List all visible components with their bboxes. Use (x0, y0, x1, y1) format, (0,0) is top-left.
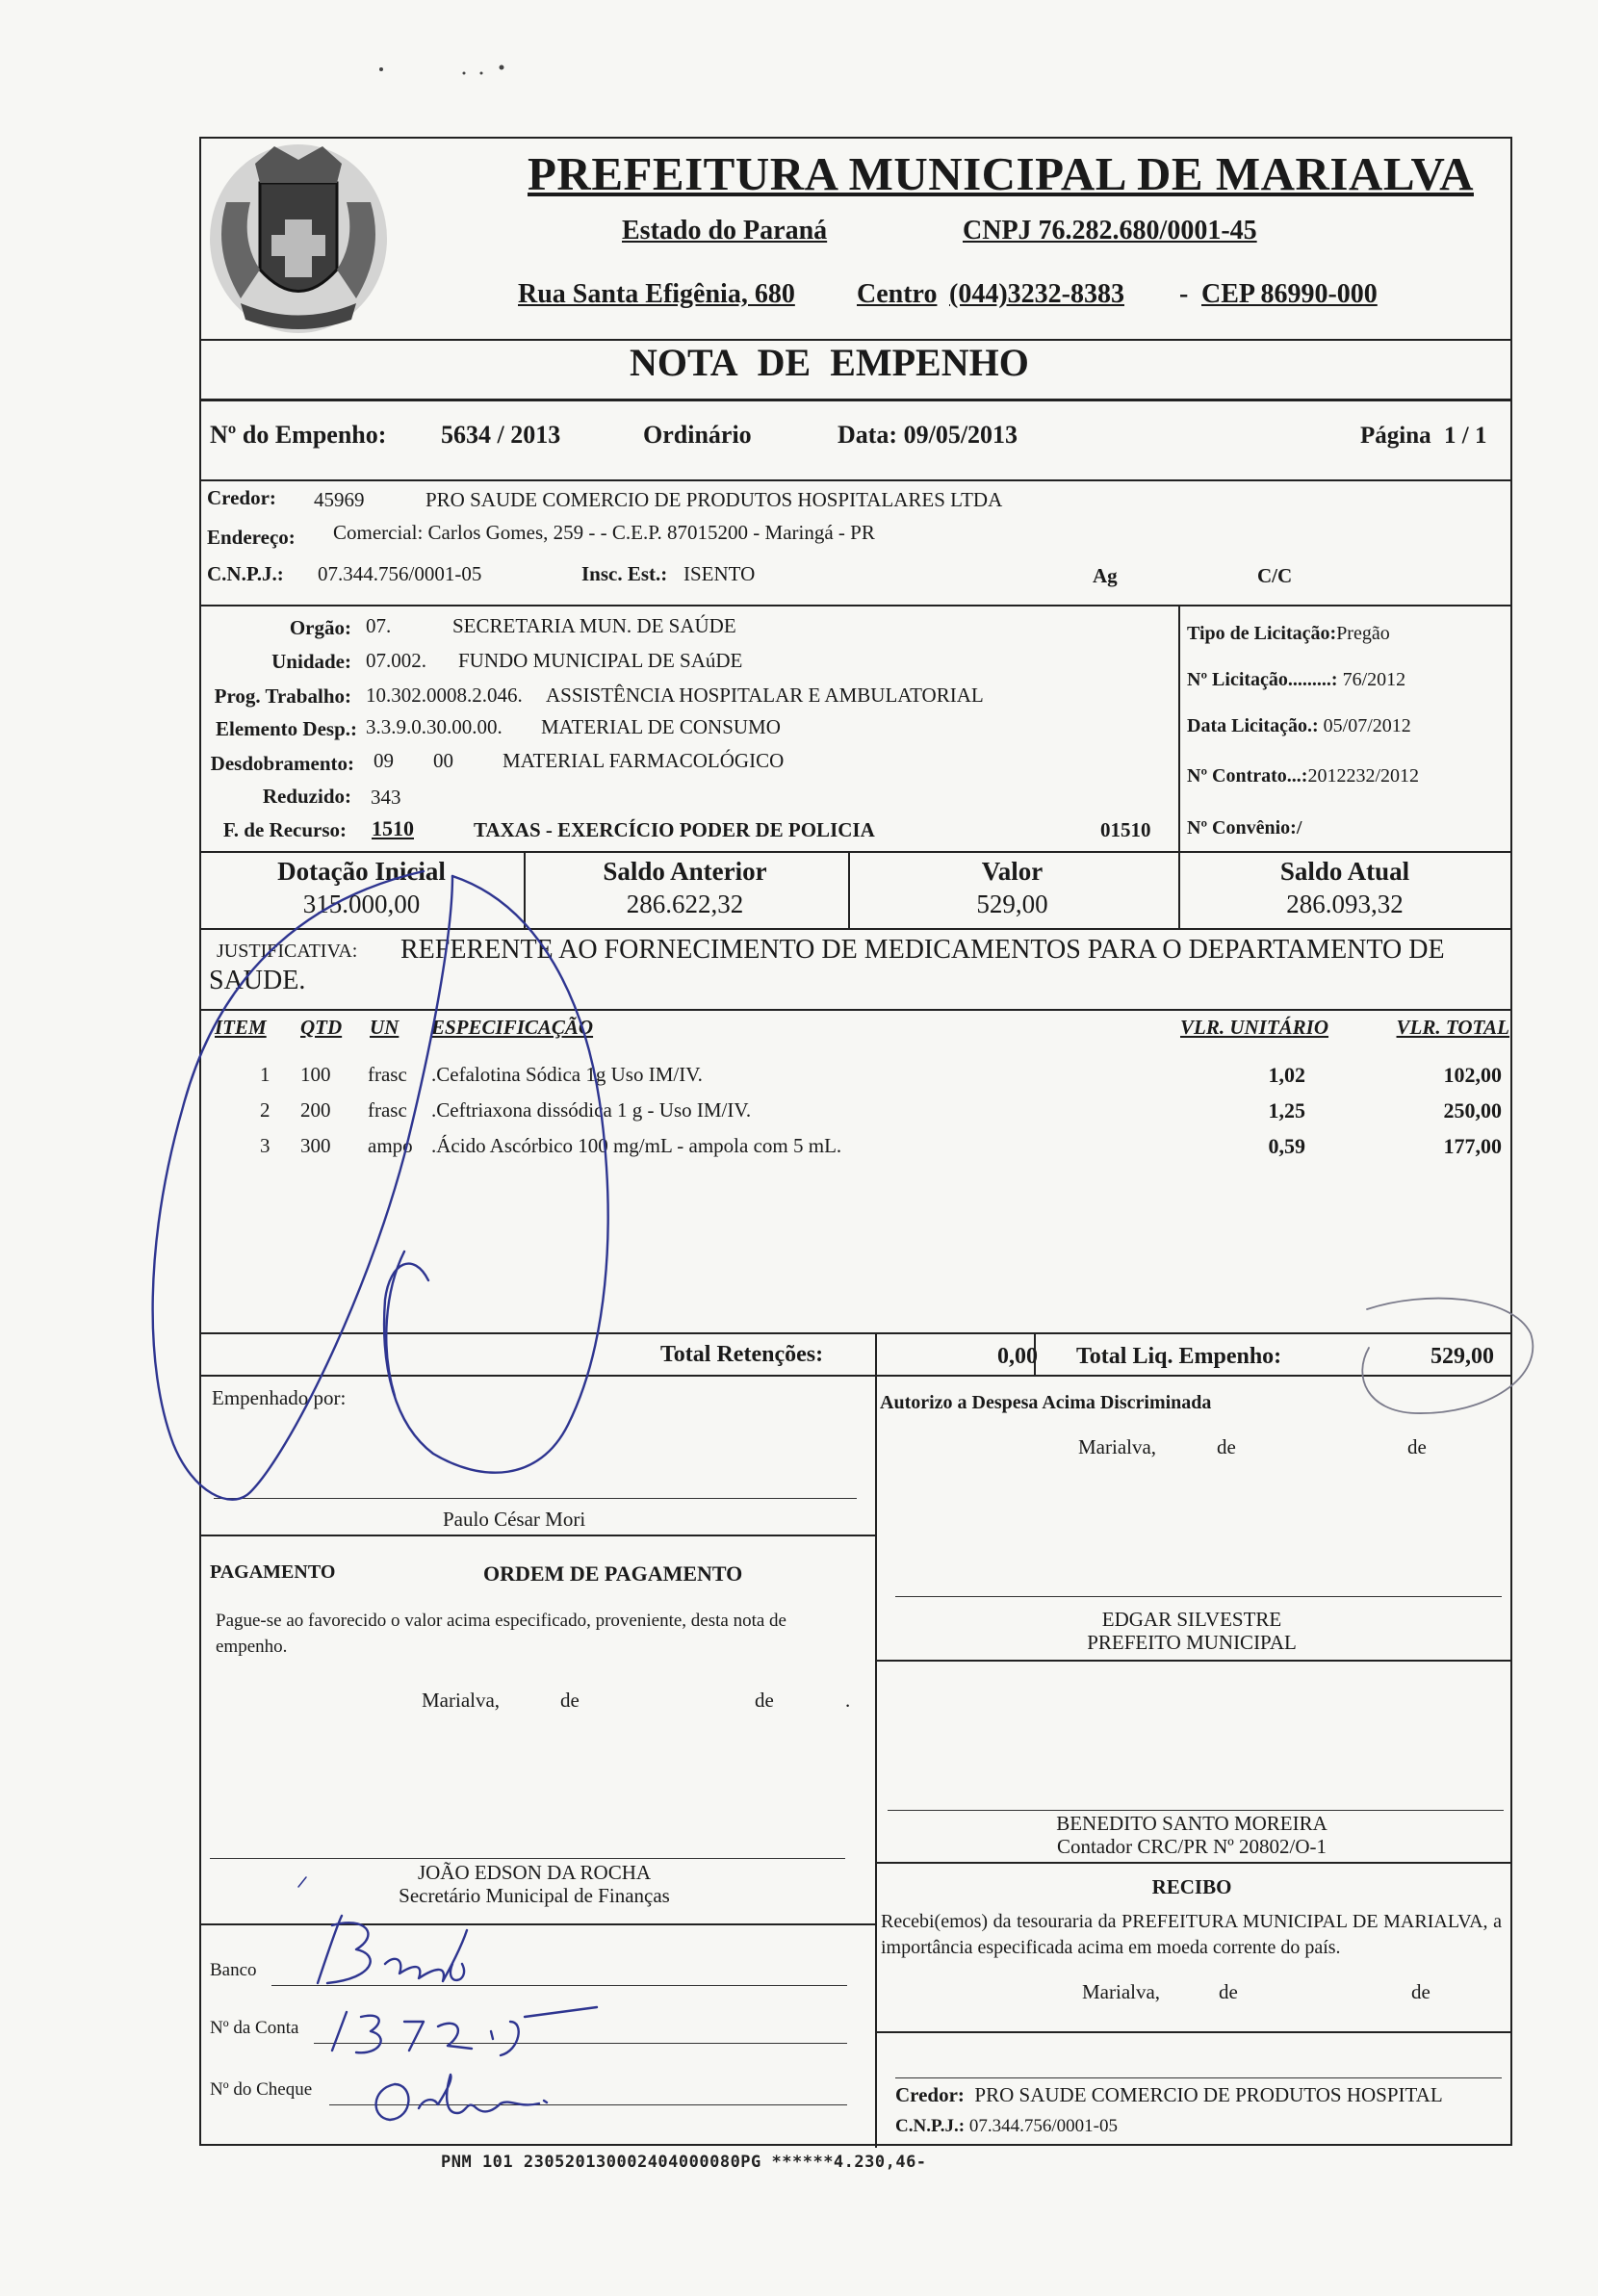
item-unit-value: 1,02 (1268, 1063, 1305, 1087)
item-total-value: 177,00 (1443, 1134, 1502, 1158)
valor-value: 529,00 (976, 890, 1048, 918)
item-spec: .Ceftriaxona dissódica 1 g - Uso IM/IV. (431, 1098, 752, 1122)
total-circle (1362, 1299, 1533, 1413)
prog-label: Prog. Trabalho: (214, 684, 351, 708)
empenho-number: 5634 / 2013 (441, 421, 561, 449)
unidade-code: 07.002. (366, 649, 426, 672)
pen-mark (298, 1877, 306, 1887)
recibo-de: de (1219, 1980, 1238, 2003)
empenho-number-label: Nº do Empenho: (210, 421, 387, 449)
banco-handwriting (318, 1916, 467, 1983)
prog-code: 10.302.0008.2.046. (366, 684, 523, 707)
retencoes-label: Total Retenções: (660, 1342, 824, 1367)
col-vlr-unitario: VLR. UNITÁRIO (1180, 1016, 1329, 1039)
justificativa-text-cont: SAUDE. (209, 966, 306, 995)
item-unit: ampo (368, 1134, 413, 1157)
pagamento-de: de (560, 1689, 580, 1712)
recibo-cnpj-value: 07.344.756/0001-05 (968, 2116, 1118, 2136)
saldo-atual-label: Saldo Atual (1279, 857, 1410, 886)
numero-licitacao-label: Nº Licitação.........: (1187, 669, 1338, 690)
credor-cnpj: 07.344.756/0001-05 (318, 562, 482, 585)
contador-name: BENEDITO SANTO MOREIRA (1056, 1812, 1327, 1835)
prefeito-name: EDGAR SILVESTRE (1101, 1608, 1282, 1631)
recibo-city: Marialva, (1082, 1980, 1161, 2003)
autorizo-de: de (1217, 1435, 1236, 1458)
numero-convenio: Nº Convênio:/ (1187, 817, 1302, 838)
secretario-name: JOÃO EDSON DA ROCHA (417, 1861, 652, 1884)
credor-code: 45969 (314, 488, 365, 511)
cheque-label: Nº do Cheque (210, 2079, 313, 2100)
unidade-label: Unidade: (271, 650, 351, 673)
justificativa-label: JUSTIFICATIVA: (217, 941, 358, 962)
item-qtd: 300 (300, 1134, 331, 1157)
liquido-label: Total Liq. Empenho: (1076, 1344, 1282, 1369)
item-qtd: 200 (300, 1098, 331, 1122)
item-spec: .Ácido Ascórbico 100 mg/mL - ampola com 5 mL. (431, 1134, 842, 1157)
item-total-value: 102,00 (1443, 1063, 1502, 1087)
item-number: 1 (260, 1063, 271, 1086)
signature-loop (384, 876, 608, 1473)
pagamento-label: PAGAMENTO (210, 1561, 336, 1583)
recurso-number: 01510 (1100, 818, 1151, 841)
credor-label: Credor: (207, 486, 276, 509)
phone-label: (044)3232-8383 (949, 279, 1124, 309)
pagamento-dot: . (845, 1689, 851, 1712)
title-word: EMPENHO (830, 341, 1029, 384)
data-licitacao-label: Data Licitação.: (1187, 715, 1319, 736)
pagamento-text: Pague-se ao favorecido o valor acima especificado, proveniente, desta nota de empenho. (216, 1611, 786, 1657)
recurso-name: TAXAS - EXERCÍCIO PODER DE POLICIA (474, 818, 875, 841)
item-number: 2 (260, 1098, 271, 1122)
autorizo-city: Marialva, (1078, 1435, 1157, 1458)
item-qtd: 100 (300, 1063, 331, 1086)
valor-label: Valor (981, 857, 1044, 886)
saldo-anterior-label: Saldo Anterior (603, 857, 767, 886)
district-label: Centro (857, 279, 938, 309)
insc-label: Insc. Est.: (581, 562, 668, 585)
state-label: Estado do Paraná (622, 216, 828, 245)
recibo-credor-name: PRO SAUDE COMERCIO DE PRODUTOS HOSPITAL (974, 2083, 1443, 2106)
autorizo-de: de (1407, 1435, 1427, 1458)
cnpj-label: C.N.P.J.: (207, 562, 284, 585)
saldo-anterior-value: 286.622,32 (626, 890, 744, 918)
pagamento-city: Marialva, (422, 1689, 501, 1712)
agency-label: Ag (1093, 564, 1118, 587)
address-label: Endereço: (207, 526, 296, 549)
item-total-value: 250,00 (1443, 1098, 1502, 1122)
col-qtd: QTD (300, 1016, 343, 1039)
pagamento-de: de (755, 1689, 774, 1712)
separator: - (1179, 279, 1189, 309)
empenhado-label: Empenhado por: (212, 1386, 347, 1409)
col-especificacao: ESPECIFICAÇÃO (431, 1016, 594, 1039)
numero-contrato-label: Nº Contrato...: (1187, 765, 1308, 787)
orgao-label: Orgão: (289, 616, 351, 639)
page-value: 1 / 1 (1444, 423, 1487, 449)
dotacao-value: 315.000,00 (302, 890, 421, 918)
orgao-name: SECRETARIA MUN. DE SAÚDE (452, 614, 736, 637)
empenho-date: Data: 09/05/2013 (838, 421, 1018, 449)
recibo-text: Recebi(emos) da tesouraria da PREFEITURA MUNICIPAL DE MARIALVA, a importância especificada acima em moeda corrente do país. (881, 1911, 1502, 1958)
recurso-code: 1510 (372, 816, 414, 840)
saldo-atual-value: 286.093,32 (1286, 890, 1404, 918)
insc-value: ISENTO (683, 562, 756, 585)
account-label: C/C (1257, 564, 1293, 587)
recurso-label: F. de Recurso: (222, 818, 347, 841)
liquido-value: 529,00 (1430, 1344, 1494, 1369)
desdobramento-code: 09 (374, 749, 394, 772)
empenho-type: Ordinário (643, 421, 752, 449)
desdobramento-label: Desdobramento: (210, 752, 354, 775)
col-vlr-total: VLR. TOTAL (1396, 1016, 1509, 1039)
dotacao-label: Dotação Inicial (277, 857, 446, 886)
item-number: 3 (260, 1134, 271, 1157)
credor-address: Comercial: Carlos Gomes, 259 - - C.E.P. 87015200 - Maringá - PR (333, 521, 875, 544)
footer-code: PNM 101 230520130002404000080PG ******4.230,46- (441, 2153, 927, 2172)
recibo-title: RECIBO (1151, 1875, 1232, 1898)
item-spec: .Cefalotina Sódica 1g Uso IM/IV. (431, 1063, 703, 1086)
prog-name: ASSISTÊNCIA HOSPITALAR E AMBULATORIAL (546, 684, 984, 707)
elemento-name: MATERIAL DE CONSUMO (541, 715, 781, 738)
autorizo-label: Autorizo a Despesa Acima Discriminada (880, 1392, 1212, 1413)
address-label: Rua Santa Efigênia, 680 (518, 279, 795, 309)
desdobramento-sub: 00 (433, 749, 453, 772)
item-unit-value: 1,25 (1268, 1098, 1305, 1122)
cheque-handwriting (376, 2075, 547, 2120)
prefeito-role: PREFEITO MUNICIPAL (1087, 1631, 1297, 1654)
reduzido-value: 343 (371, 786, 401, 809)
numero-licitacao-value: 76/2012 (1342, 669, 1406, 690)
title-word: DE (757, 341, 812, 384)
item-unit-value: 0,59 (1268, 1134, 1305, 1158)
tipo-licitacao-value: Pregão (1336, 623, 1390, 644)
desdobramento-name: MATERIAL FARMACOLÓGICO (503, 749, 785, 772)
item-unit: frasc (368, 1063, 407, 1086)
retencoes-value: 0,00 (997, 1344, 1038, 1369)
elemento-label: Elemento Desp.: (216, 717, 357, 740)
numero-contrato-value: 2012232/2012 (1307, 765, 1420, 787)
cep-label: CEP 86990-000 (1201, 279, 1378, 309)
cnpj-label: CNPJ 76.282.680/0001-45 (963, 216, 1257, 245)
unidade-name: FUNDO MUNICIPAL DE SAúDE (458, 649, 743, 672)
page-label: Página (1360, 423, 1431, 449)
recibo-de: de (1411, 1980, 1430, 2003)
recibo-cnpj-label: C.N.P.J.: (895, 2116, 966, 2136)
data-licitacao-value: 05/07/2012 (1323, 715, 1411, 736)
col-item: ITEM (215, 1016, 267, 1039)
col-un: UN (370, 1016, 400, 1039)
secretario-role: Secretário Municipal de Finanças (399, 1884, 670, 1907)
credor-name: PRO SAUDE COMERCIO DE PRODUTOS HOSPITALARES LTDA (425, 488, 1003, 511)
conta-label: Nº da Conta (210, 2018, 299, 2038)
title-word: NOTA (630, 341, 738, 384)
banco-label: Banco (210, 1960, 257, 1980)
orgao-code: 07. (366, 614, 392, 637)
item-unit: frasc (368, 1098, 407, 1122)
justificativa-text: REFERENTE AO FORNECIMENTO DE MEDICAMENTOS PARA O DEPARTAMENTO DE (400, 935, 1445, 965)
signature-loop (153, 871, 452, 1500)
recibo-credor-label: Credor: (895, 2083, 965, 2106)
city-hall-title: PREFEITURA MUNICIPAL DE MARIALVA (528, 147, 1474, 200)
signature-stroke (386, 1251, 404, 1396)
ordem-pagamento-label: ORDEM DE PAGAMENTO (483, 1561, 743, 1586)
reduzido-label: Reduzido: (262, 785, 351, 808)
conta-handwriting (332, 2007, 597, 2055)
tipo-licitacao-label: Tipo de Licitação: (1187, 623, 1337, 644)
elemento-code: 3.3.9.0.30.00.00. (366, 715, 503, 738)
empenhado-name: Paulo César Mori (443, 1508, 586, 1531)
contador-role: Contador CRC/PR Nº 20802/O-1 (1056, 1835, 1327, 1858)
